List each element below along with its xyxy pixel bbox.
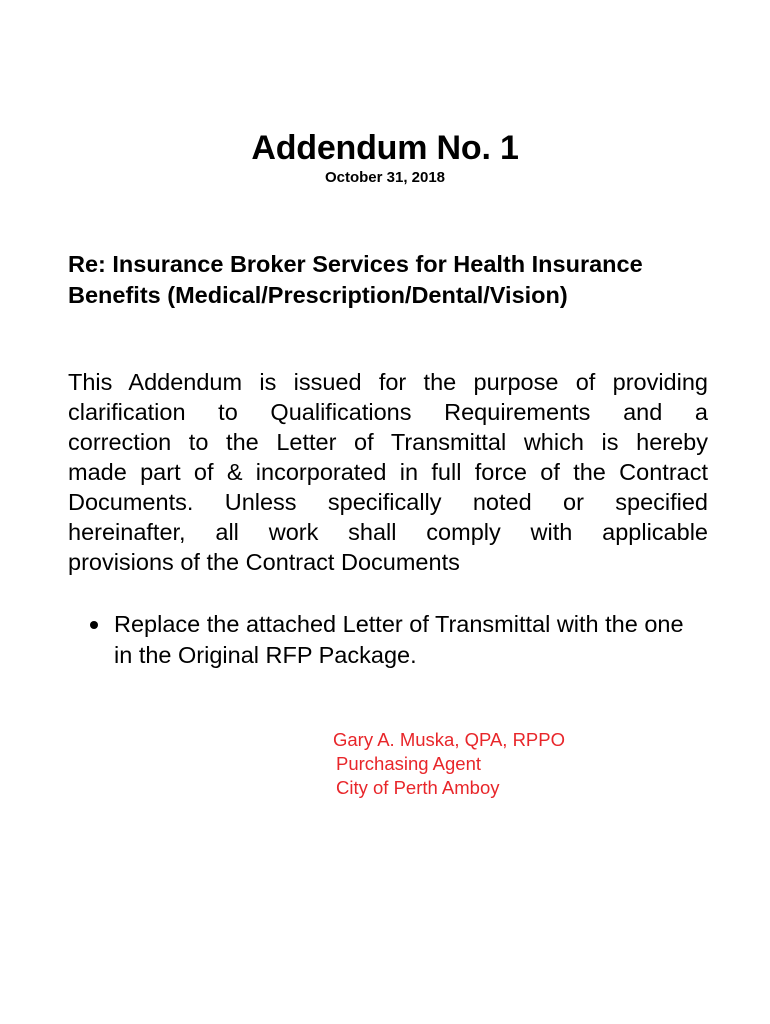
body-line: clarification to Qualifications Requirements and a [68,399,708,425]
list-item [84,609,704,671]
signature-block [333,728,565,800]
body-paragraph [68,367,708,577]
body-line: provisions of the Contract Documents [68,549,460,575]
body-line: Documents. Unless specifically noted or specified [68,489,708,515]
body-line: hereinafter, all work shall comply with applicable [68,519,708,545]
subject-line: Re: Insurance Broker Services for Health Insurance Benefits (Medical/Prescription/Dental/Vision) [68,251,643,308]
bullet-icon [90,621,98,629]
body-line: This Addendum is issued for the purpose of providing [68,369,708,395]
body-line: made part of & incorporated in full force of the Contract [68,459,708,485]
document-title: Addendum No. 1 [251,129,519,167]
bullet-text: Replace the attached Letter of Transmittal with the one in the Original RFP Package. [114,611,684,668]
bullet-list [84,609,704,671]
signer-title: Purchasing Agent [336,753,482,774]
document-date: October 31, 2018 [324,169,446,186]
signer-name: Gary A. Muska, QPA, RPPO [333,729,565,750]
signer-organization: City of Perth Amboy [336,777,500,798]
body-line: correction to the Letter of Transmittal which is hereby [68,429,708,455]
